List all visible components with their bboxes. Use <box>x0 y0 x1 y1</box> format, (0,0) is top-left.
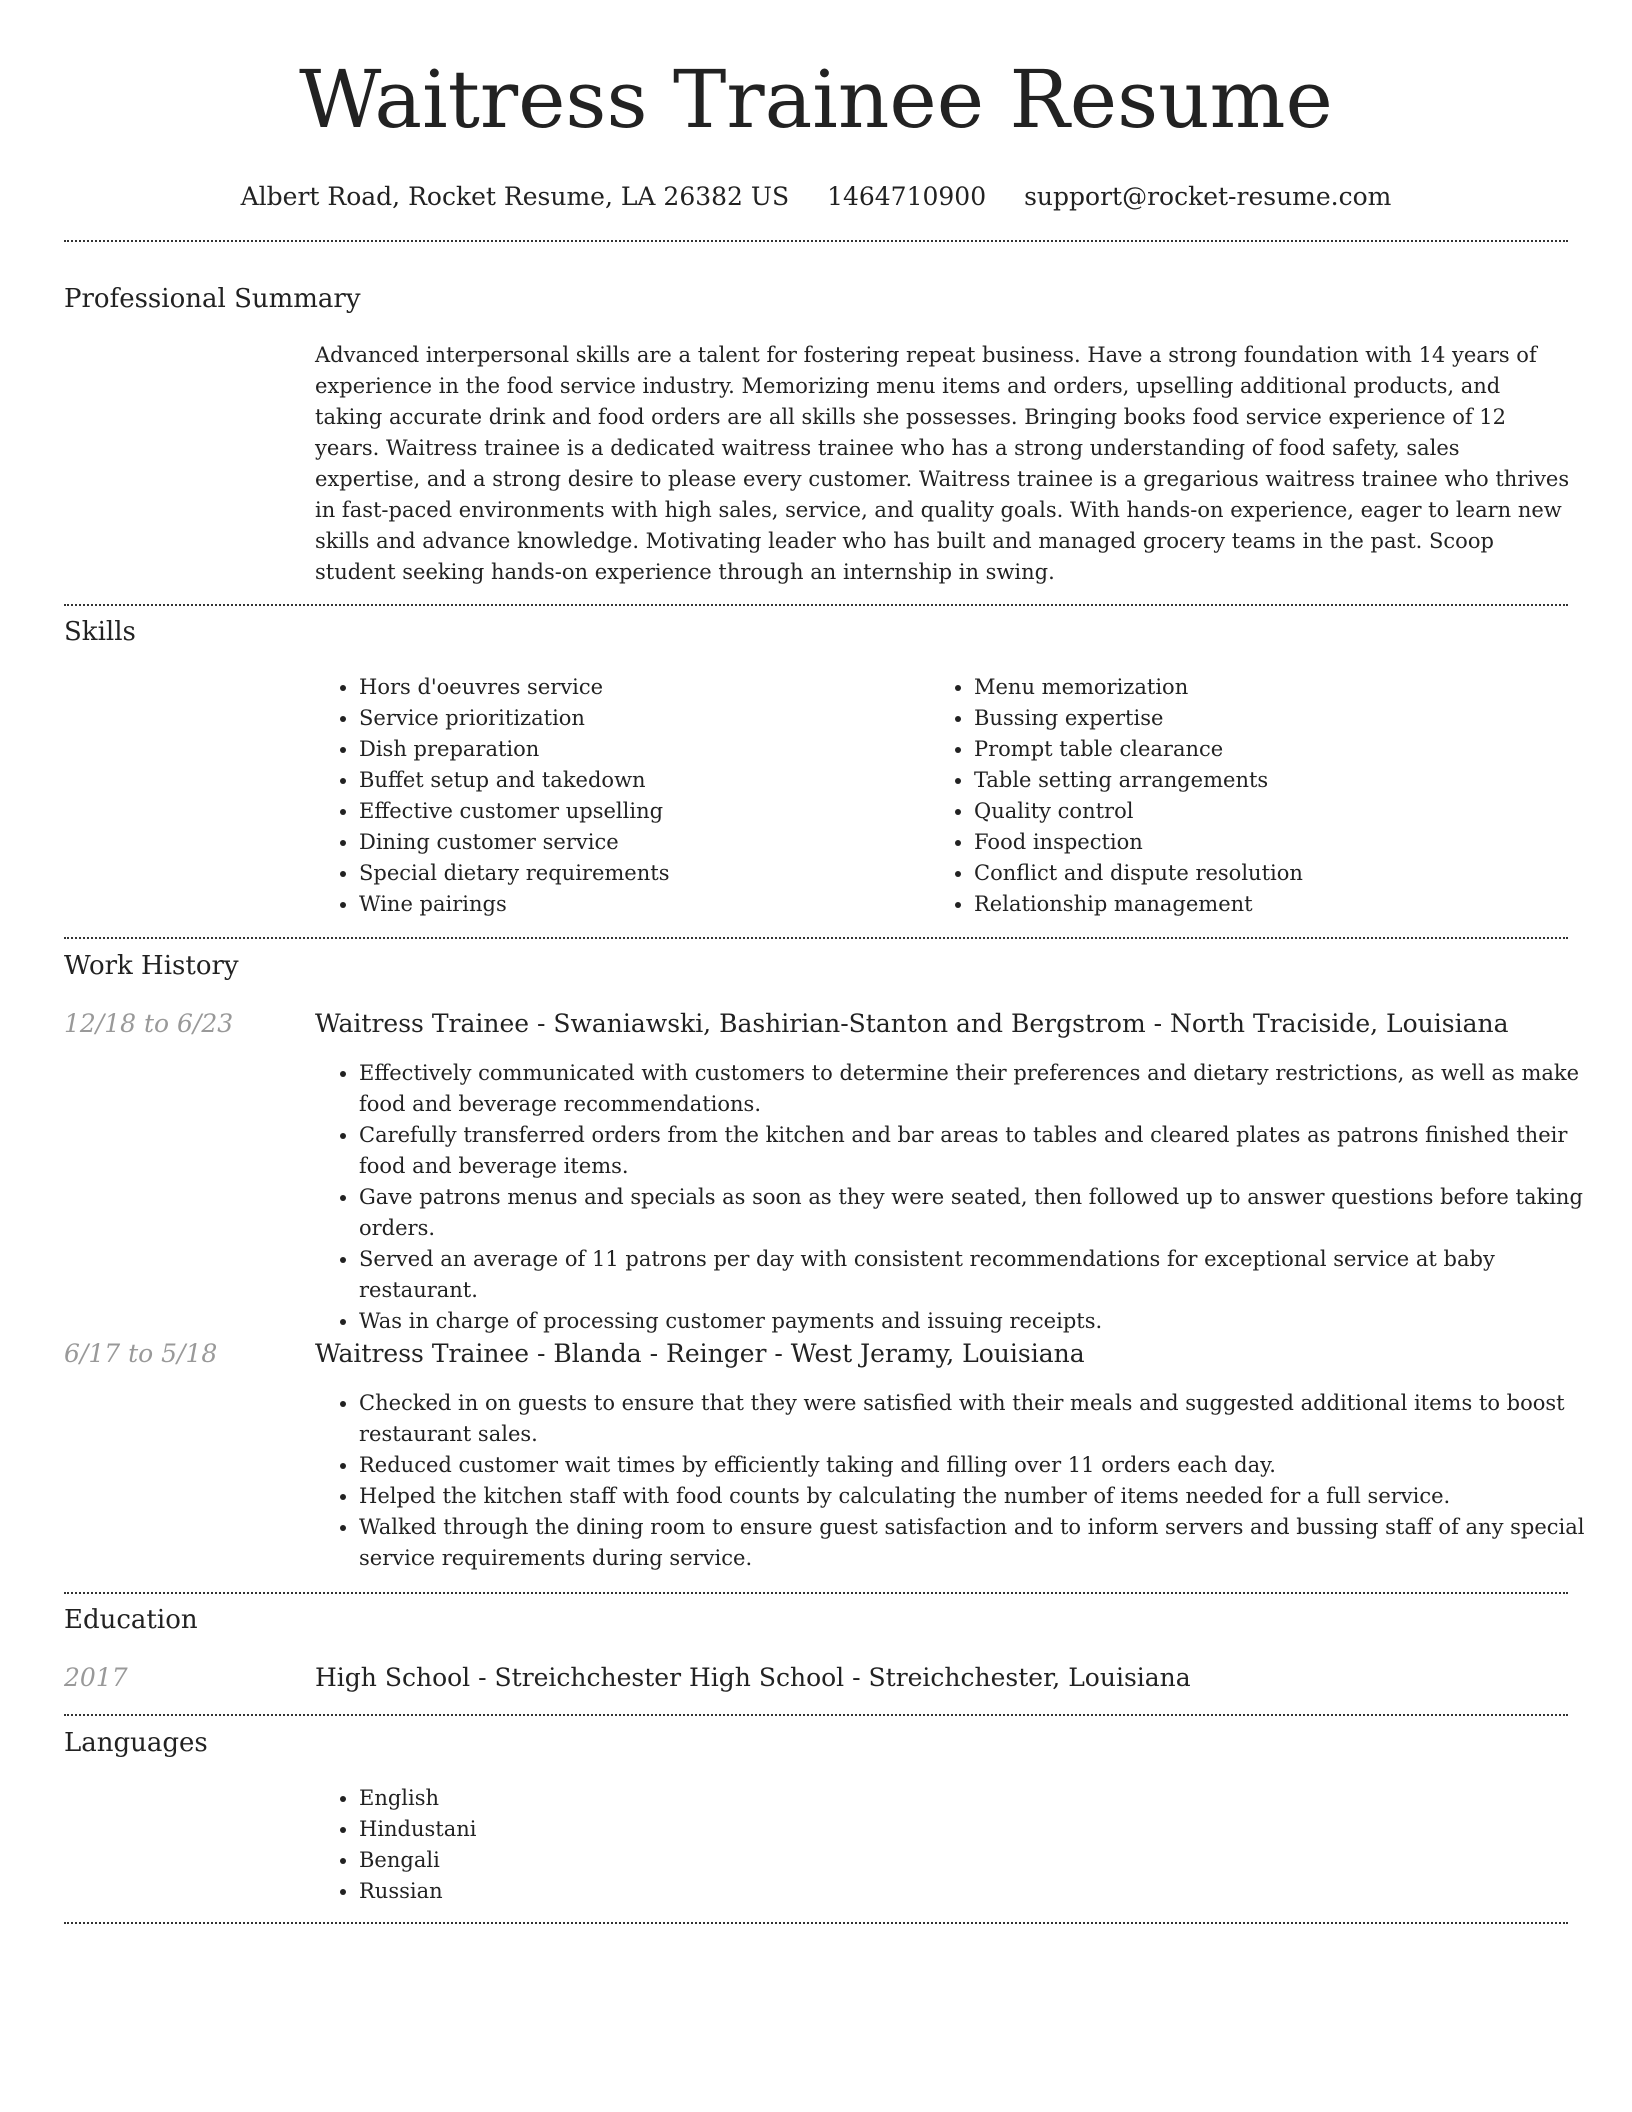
job-bullet: • Served an average of 11 patrons per day with consistent recommendations for exceptional service at baby restaurant. <box>359 1244 1614 1306</box>
contact-address: Albert Road, Rocket Resume, LA 26382 US <box>240 182 790 211</box>
languages-heading: Languages <box>64 1728 208 1758</box>
section-divider <box>64 1922 1568 1924</box>
skill-item: • Effective customer upselling <box>359 796 959 827</box>
job-bullet: • Effectively communicated with customers to determine their preferences and dietary restrictions, as well as make food and beverage recommendations. <box>359 1058 1614 1120</box>
skill-item: • Quality control <box>974 796 1594 827</box>
skill-item: • Conflict and dispute resolution <box>974 858 1594 889</box>
skill-item: • Wine pairings <box>359 889 959 920</box>
contact-email: support@rocket-resume.com <box>1024 182 1392 211</box>
skill-item: • Dining customer service <box>359 827 959 858</box>
skill-item: • Menu memorization <box>974 672 1594 703</box>
section-divider <box>64 1714 1568 1716</box>
skill-item: • Special dietary requirements <box>359 858 959 889</box>
section-divider <box>64 240 1568 242</box>
skill-item: • Service prioritization <box>359 703 959 734</box>
work-heading: Work History <box>64 951 239 981</box>
section-divider <box>64 604 1568 606</box>
resume-title: Waitress Trainee Resume <box>299 53 1333 146</box>
resume-header <box>0 0 1632 212</box>
section-divider <box>64 937 1568 939</box>
job-bullet: • Carefully transferred orders from the kitchen and bar areas to tables and cleared plates as patrons finished their food and beverage items. <box>359 1120 1614 1182</box>
job-dates: 12/18 to 6/23 <box>64 1009 234 1038</box>
language-item: • Russian <box>359 1876 959 1907</box>
job-bullet: • Walked through the dining room to ensure guest satisfaction and to inform servers and bussing staff of any special service requirements during service. <box>359 1512 1614 1574</box>
skills-list-right <box>930 672 1594 920</box>
skill-item: • Relationship management <box>974 889 1594 920</box>
summary-heading: Professional Summary <box>64 284 361 314</box>
language-item: • Bengali <box>359 1845 959 1876</box>
job-bullets <box>315 1058 1614 1337</box>
education-entry: High School - Streichchester High School - Streichchester, Louisiana <box>315 1663 1191 1692</box>
job-bullets <box>315 1388 1614 1574</box>
job-bullet: • Gave patrons menus and specials as soon as they were seated, then followed up to answer questions before taking orders. <box>359 1182 1614 1244</box>
skill-item: • Hors d'oeuvres service <box>359 672 959 703</box>
contact-phone: 1464710900 <box>827 182 987 211</box>
skill-item: • Prompt table clearance <box>974 734 1594 765</box>
languages-list <box>315 1783 959 1907</box>
job-dates: 6/17 to 5/18 <box>64 1339 218 1368</box>
skills-heading: Skills <box>64 617 136 647</box>
job-bullet: • Was in charge of processing customer payments and issuing receipts. <box>359 1306 1614 1337</box>
skill-item: • Bussing expertise <box>974 703 1594 734</box>
education-heading: Education <box>64 1605 198 1635</box>
skill-item: • Buffet setup and takedown <box>359 765 959 796</box>
language-item: • English <box>359 1783 959 1814</box>
job-bullet: • Reduced customer wait times by efficiently taking and filling over 11 orders each day. <box>359 1450 1614 1481</box>
job-title: Waitress Trainee - Blanda - Reinger - West Jeramy, Louisiana <box>315 1339 1085 1368</box>
contact-line <box>0 182 1632 212</box>
job-bullet: • Helped the kitchen staff with food counts by calculating the number of items needed for a full service. <box>359 1481 1614 1512</box>
skill-item: • Food inspection <box>974 827 1594 858</box>
job-bullet: • Checked in on guests to ensure that they were satisfied with their meals and suggested additional items to boost restaurant sales. <box>359 1388 1614 1450</box>
skill-item: • Dish preparation <box>359 734 959 765</box>
section-divider <box>64 1592 1568 1594</box>
education-year: 2017 <box>64 1663 128 1692</box>
summary-text: Advanced interpersonal skills are a talent for fostering repeat business. Have a strong foundation with 14 years of experience in the food service industry. Memorizing menu items and orders, upselling additional products, and taking accurate drink and food orders are all skills she possesses. Bringing books food service experience of 12 years. Waitress trainee is a dedicated waitress trainee who has a strong understanding of food safety, sales expertise, and a strong desire to please every customer. Waitress trainee is a gregarious waitress trainee who thrives in fast-paced environments with high sales, service, and quality goals. With hands-on experience, eager to learn new skills and advance knowledge. Motivating leader who has built and managed grocery teams in the past. Scoop student seeking hands-on experience through an internship in swing. <box>315 343 1570 584</box>
skills-list-left <box>315 672 959 920</box>
language-item: • Hindustani <box>359 1814 959 1845</box>
job-title: Waitress Trainee - Swaniawski, Bashirian-Stanton and Bergstrom - North Traciside, Louisiana <box>315 1009 1509 1038</box>
skill-item: • Table setting arrangements <box>974 765 1594 796</box>
